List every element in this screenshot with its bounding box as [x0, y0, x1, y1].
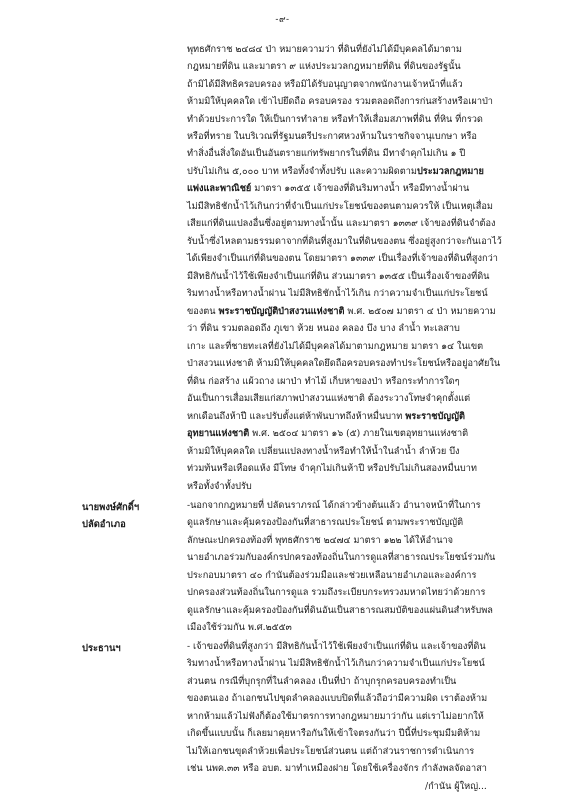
- body-line: ท่วมท้นหรือเหือดแห้ง มีโทษ จำคุกไม่เกินห้าปี หรือปรับไม่เกินสองหมื่นบาท: [187, 463, 477, 474]
- law-title-national-park-cont: อุทยานแห่งชาติ: [187, 428, 250, 439]
- body-line: นายอำเภอร่วมกับองค์กรปกครองท้องถิ่นในการดูแลที่สาธารณประโยชน์ร่วมกัน: [187, 552, 496, 563]
- speaker-name: ประธานฯ: [82, 643, 121, 654]
- body-line: ห้ามมิให้บุคคลใด เข้าไปยึดถือ ครอบครอง รวมตลอดถึงการก่นสร้างหรือเผาป่า: [187, 96, 493, 107]
- body-line: ปกครองส่วนท้องถิ่นในการดูแล รวมถึงระเบียบกระทรวงมหาดไทยว่าด้วยการ: [187, 587, 486, 598]
- body-line: เกาะ และที่ชายทะเลที่ยังไม่ได้มีบุคคลได้มาตามกฎหมาย มาตรา ๑๔ ในเขต: [187, 341, 484, 352]
- body-text: ปรับไม่เกิน ๕,๐๐๐ บาท หรือทั้งจำทั้งปรับ และความผิดตาม: [187, 166, 417, 177]
- body-text: พ.ศ. ๒๕๐๔ มาตรา ๑๖ (๕) ภายในเขตอุทยานแห่งชาติ: [249, 428, 469, 439]
- body-line: หรือที่ทราย ในบริเวณที่รัฐมนตรีประกาศหวงห้ามในราชกิจจานุเบกษา หรือ: [187, 131, 477, 142]
- body-line: รับน้ำซึ่งไหลตามธรรมดาจากที่ดินที่สูงมาในที่ดินของตน ซึ่งอยู่สูงกว่าจะกันเอาไว้: [187, 236, 502, 247]
- continuation-marker: /กำนัน ผู้ใหญ่...: [425, 781, 487, 792]
- body-line: [187, 411, 465, 422]
- body-line: ริมทางน้ำหรือทางน้ำผ่าน ไม่มีสิทธิชักน้ำไว้เกิน กว่าความจำเป็นแก่ประโยชน์: [187, 288, 488, 299]
- body-line: ของตนเอง ถ้าเอกชนไปขุดลำคลองแบบปิดที่แล้วถือว่ามีความผิด เราต้องห้าม: [187, 693, 488, 704]
- body-line: ดูแลรักษาและคุ้มครองป้องกันที่ดินอันเป็นสาธารณสมบัติของแผ่นดินสำหรับพล: [187, 605, 493, 616]
- body-line: พุทธศักราช ๒๔๘๔ ป่า หมายความว่า ที่ดินที่ยังไม่ได้มีบุคคลได้มาตาม: [187, 44, 462, 55]
- law-title-forest-reserve: พระราชบัญญัติป่าสงวนแห่งชาติ: [218, 306, 345, 317]
- body-line: หรือทั้งจำทั้งปรับ: [187, 481, 252, 492]
- body-line: ว่า ที่ดิน รวมตลอดถึง ภูเขา ห้วย หนอง คลอง บึง บาง ลำน้ำ ทะเลสาบ: [187, 323, 460, 334]
- body-line: [187, 183, 469, 194]
- body-line: เสียแก่ที่ดินแปลงอื่นซึ่งอยู่ตามทางน้ำนั้น และมาตรา ๑๓๓๙ เจ้าของที่ดินจำต้อง: [187, 218, 496, 229]
- body-line: ได้เพียงจำเป็นแก่ที่ดินของตน โดยมาตรา ๑๓๓๙ เป็นเรื่องที่เจ้าของที่ดินที่สูงกว่า: [187, 253, 498, 264]
- body-line: ส่วนตน กรณีที่บุกรุกที่ในลำคลอง เป็นที่ป่า ถ้าบุกรุกครอบครองทำเป็น: [187, 676, 457, 687]
- body-line: ประกอบมาตรา ๔๐ กำนันต้องร่วมมือและช่วยเหลือนายอำเภอและองค์การ: [187, 570, 477, 581]
- body-text: หกเดือนถึงห้าปี และปรับตั้งแต่ห้าพันบาทถึงห้าหมื่นบาท: [187, 411, 406, 422]
- body-line: [187, 428, 468, 439]
- body-line: เช่น นพค.๓๓ หรือ อบต. มาทำเหมืองฝาย โดยใช้เครื่องจักร กำลังพลจัดอาสา: [187, 763, 487, 774]
- body-line: ป่าสงวนแห่งชาติ ห้ามมิให้บุคคลใดยึดถือครอบครองทำประโยชน์หรืออยู่อาศัยใน: [187, 358, 501, 369]
- body-text: มาตรา ๑๓๕๕ เจ้าของที่ดินริมทางน้ำ หรือมีทางน้ำผ่าน: [251, 183, 470, 194]
- body-line: ริมทางน้ำหรือทางน้ำผ่าน ไม่มีสิทธิชักน้ำไว้เกินกว่าความจำเป็นแก่ประโยชน์: [187, 658, 485, 669]
- body-line: [187, 166, 484, 177]
- body-line: -นอกจากกฎหมายที่ ปลัดนราภรณ์ ได้กล่าวข้างต้นแล้ว อำนาจหน้าที่ในการ: [187, 500, 481, 511]
- body-line: ดูแลรักษาและคุ้มครองป้องกันที่สาธารณประโยชน์ ตามพระราชบัญญัติ: [187, 517, 464, 528]
- body-line: ทำด้วยประการใด ให้เป็นการทำลาย หรือทำให้เสื่อมสภาพที่ดิน ที่หิน ที่กรวด: [187, 114, 483, 125]
- body-line: เกิดขึ้นแบบนั้น ก็เลยมาคุยหารือกันให้เข้าใจตรงกันว่า ปีนี้ที่ประชุมมีมติห้าม: [187, 728, 481, 739]
- body-text: พ.ศ. ๒๕๐๗ มาตรา ๔ ป่า หมายความ: [344, 306, 496, 317]
- body-line: ทำสิ่งอื่นสิ่งใดอันเป็นอันตรายแก่ทรัพยากรในที่ดิน มีทาจำคุกไม่เกิน ๑ ปี: [187, 148, 466, 159]
- body-line: ไม่มีสิทธิชักน้ำไว้เกินกว่าที่จำเป็นแก่ประโยชน์ของตนตามควรให้ เป็นเหตุเสื่อม: [187, 201, 493, 212]
- body-line: หากห้ามแล้วไม่ฟังก็ต้องใช้มาตรการทางกฎหมายมาว่ากัน แต่เราไม่อยากให้: [187, 711, 484, 722]
- body-line: - เจ้าของที่ดินที่สูงกว่า มีสิทธิกันน้ำไว้ใช้เพียงจำเป็นแก่ที่ดิน และเจ้าของที่ดิน: [187, 641, 486, 652]
- law-title-national-park: พระราชบัญญัติ: [405, 411, 465, 422]
- body-line: ที่ดิน ก่อสร้าง แผ้วถาง เผาป่า ทำไม้ เก็บหาของป่า หรือกระทำการใดๆ: [187, 376, 460, 387]
- body-line: ไม่ให้เอกชนขุดลำห้วยเพื่อประโยชน์ส่วนตน แต่ถ้าส่วนราชการดำเนินการ: [187, 746, 475, 757]
- body-line: ห้ามมิให้บุคคลใด เปลี่ยนแปลงทางน้ำหรือทำให้น้ำในลำน้ำ ลำห้วย บึง: [187, 446, 460, 457]
- page-number: -๙-: [275, 15, 290, 25]
- law-title-civil-code: ประมวลกฎหมาย: [416, 166, 484, 177]
- body-line: เมืองใช้ร่วมกัน พ.ศ.๒๕๕๓: [187, 622, 292, 633]
- speaker-name: นายพงษ์ศักดิ์ฯ: [82, 502, 140, 513]
- body-line: กฎหมายที่ดิน และมาตรา ๙ แห่งประมวลกฎหมายที่ดิน ที่ดินของรัฐนั้น: [187, 61, 461, 72]
- speaker-title: ปลัดอำเภอ: [82, 519, 126, 530]
- law-title-civil-code-cont: แพ่งและพาณิชย์: [187, 183, 252, 194]
- body-line: ถ้ามิได้มีสิทธิครอบครอง หรือมิได้รับอนุญาตจากพนักงานเจ้าหน้าที่แล้ว: [187, 79, 463, 90]
- body-line: มีสิทธิกันน้ำไว้ใช้เพียงจำเป็นแก่ที่ดิน ส่วนมาตรา ๑๓๕๕ เป็นเรื่องเจ้าของที่ดิน: [187, 271, 490, 282]
- body-line: อันเป็นการเสื่อมเสียแก่สภาพป่าสงวนแห่งชาติ ต้องระวางโทษจำคุกตั้งแต่: [187, 393, 471, 404]
- body-text: ของตน: [187, 306, 219, 317]
- body-line: ลักษณะปกครองท้องที่ พุทธศักราช ๒๔๗๔ มาตรา ๑๒๒ ได้ให้อำนาจ: [187, 535, 454, 546]
- body-line: [187, 306, 496, 317]
